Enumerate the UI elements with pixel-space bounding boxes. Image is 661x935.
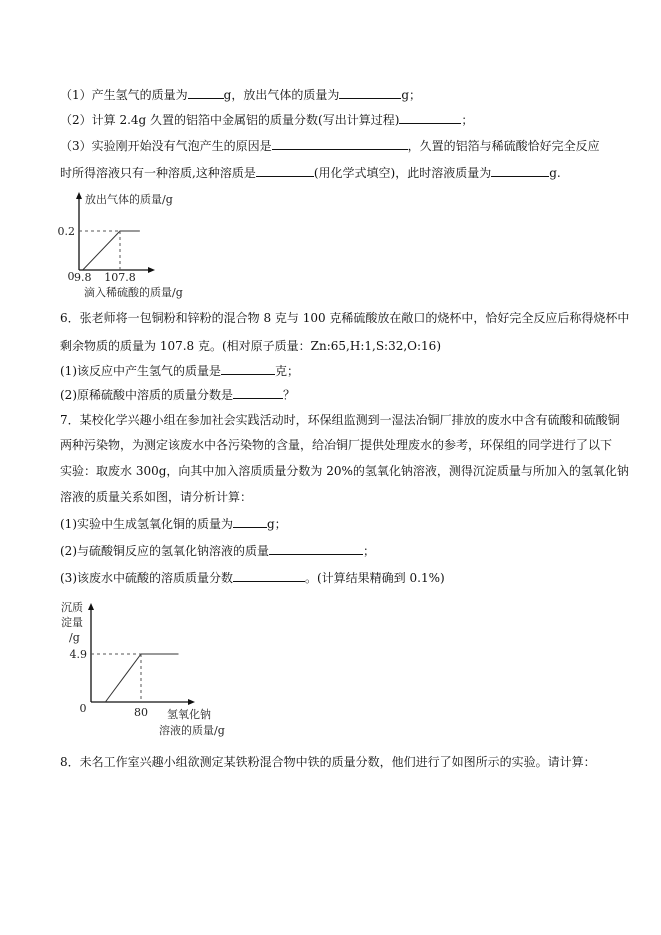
q7-line4: 溶液的质量关系如图，请分析计算： bbox=[60, 490, 253, 504]
text: ； bbox=[363, 544, 376, 558]
text: (用化学式填空)，此时溶液质量为 bbox=[313, 166, 492, 180]
x-axis-label: 滴入稀硫酸的质量/g bbox=[84, 286, 183, 299]
text: g. bbox=[549, 166, 561, 180]
q8-line1: 8．未名工作室兴趣小组欲测定某铁粉混合物中铁的质量分数，他们进行了如图所示的实验。请计算： bbox=[60, 755, 596, 769]
y-axis-arrow-icon bbox=[88, 603, 94, 610]
text: ？ bbox=[283, 388, 296, 402]
y-axis-label: 淀量 bbox=[61, 616, 83, 629]
q7-line1: 7．某校化学兴趣小组在参加社会实践活动时，环保组监测到一湿法冶铜厂排放的废水中含有硫酸和硫酸铜 bbox=[60, 413, 620, 427]
series-line bbox=[105, 654, 178, 702]
x-axis-label: 氢氧化钠 bbox=[167, 708, 211, 721]
x-tick-label: 107.8 bbox=[104, 271, 136, 284]
text: (2)与硫酸铜反应的氢氧化钠溶液的质量 bbox=[60, 544, 269, 558]
q7-line2: 两种污染物，为测定该废水中各污染物的含量，给冶铜厂提供处理废水的参考，环保组的同学进行了以下 bbox=[60, 438, 613, 452]
x-axis-arrow-icon bbox=[148, 267, 155, 273]
x-tick-label: 9.8 bbox=[73, 271, 92, 284]
text: g； bbox=[267, 517, 287, 531]
origin-label: 0 bbox=[79, 702, 87, 715]
x-axis-arrow-icon bbox=[188, 699, 195, 705]
text: （1）产生氢气的质量为 bbox=[60, 88, 188, 102]
text: 时所得溶液只有一种溶质,这种溶质是 bbox=[60, 166, 256, 180]
x-axis-label: 溶液的质量/g bbox=[159, 724, 225, 737]
y-axis-arrow-icon bbox=[76, 192, 82, 199]
text: (3)该废水中硫酸的溶质质量分数 bbox=[60, 571, 233, 585]
text: （3）实验刚开始没有气泡产生的原因是 bbox=[60, 139, 272, 153]
text: (2)原稀硫酸中溶质的质量分数是 bbox=[60, 388, 233, 402]
text: 克； bbox=[275, 364, 300, 378]
text: （2）计算 2.4g 久置的铝箔中金属铝的质量分数(写出计算过程) bbox=[60, 113, 400, 127]
y-axis-label: /g bbox=[69, 631, 80, 644]
y-axis-label: 放出气体的质量/g bbox=[85, 193, 173, 206]
text: ，久置的铝箔与稀硫酸恰好完全反应 bbox=[407, 139, 600, 153]
y-tick-label: 4.9 bbox=[69, 648, 87, 661]
text: ； bbox=[461, 113, 474, 127]
q7-line3: 实验：取废水 300g，向其中加入溶质质量分数为 20%的氢氧化钠溶液，测得沉淀质量与所加入的氢氧化钠 bbox=[60, 464, 629, 478]
y-axis-label: 沉质 bbox=[61, 601, 83, 614]
text: (1)实验中生成氢氧化铜的质量为 bbox=[60, 517, 233, 531]
text: g，放出气体的质量为 bbox=[223, 88, 340, 102]
series-line bbox=[83, 231, 140, 270]
q6-line2: 剩余物质的质量为 107.8 克。(相对原子质量：Zn:65,H:1,S:32,O:16) bbox=[60, 339, 441, 353]
origin-label: 0 bbox=[67, 270, 75, 283]
x-tick-label: 80 bbox=[134, 706, 148, 719]
text: g； bbox=[401, 88, 422, 102]
text: 。(计算结果精确到 0.1%) bbox=[305, 571, 445, 585]
q6-line1: 6．张老师将一包铜粉和锌粉的混合物 8 克与 100 克稀硫酸放在敞口的烧杯中，恰好完全反应后称得烧杯中 bbox=[60, 311, 630, 325]
text: (1)该反应中产生氢气的质量是 bbox=[60, 364, 221, 378]
y-tick-label: 0.2 bbox=[57, 225, 75, 238]
